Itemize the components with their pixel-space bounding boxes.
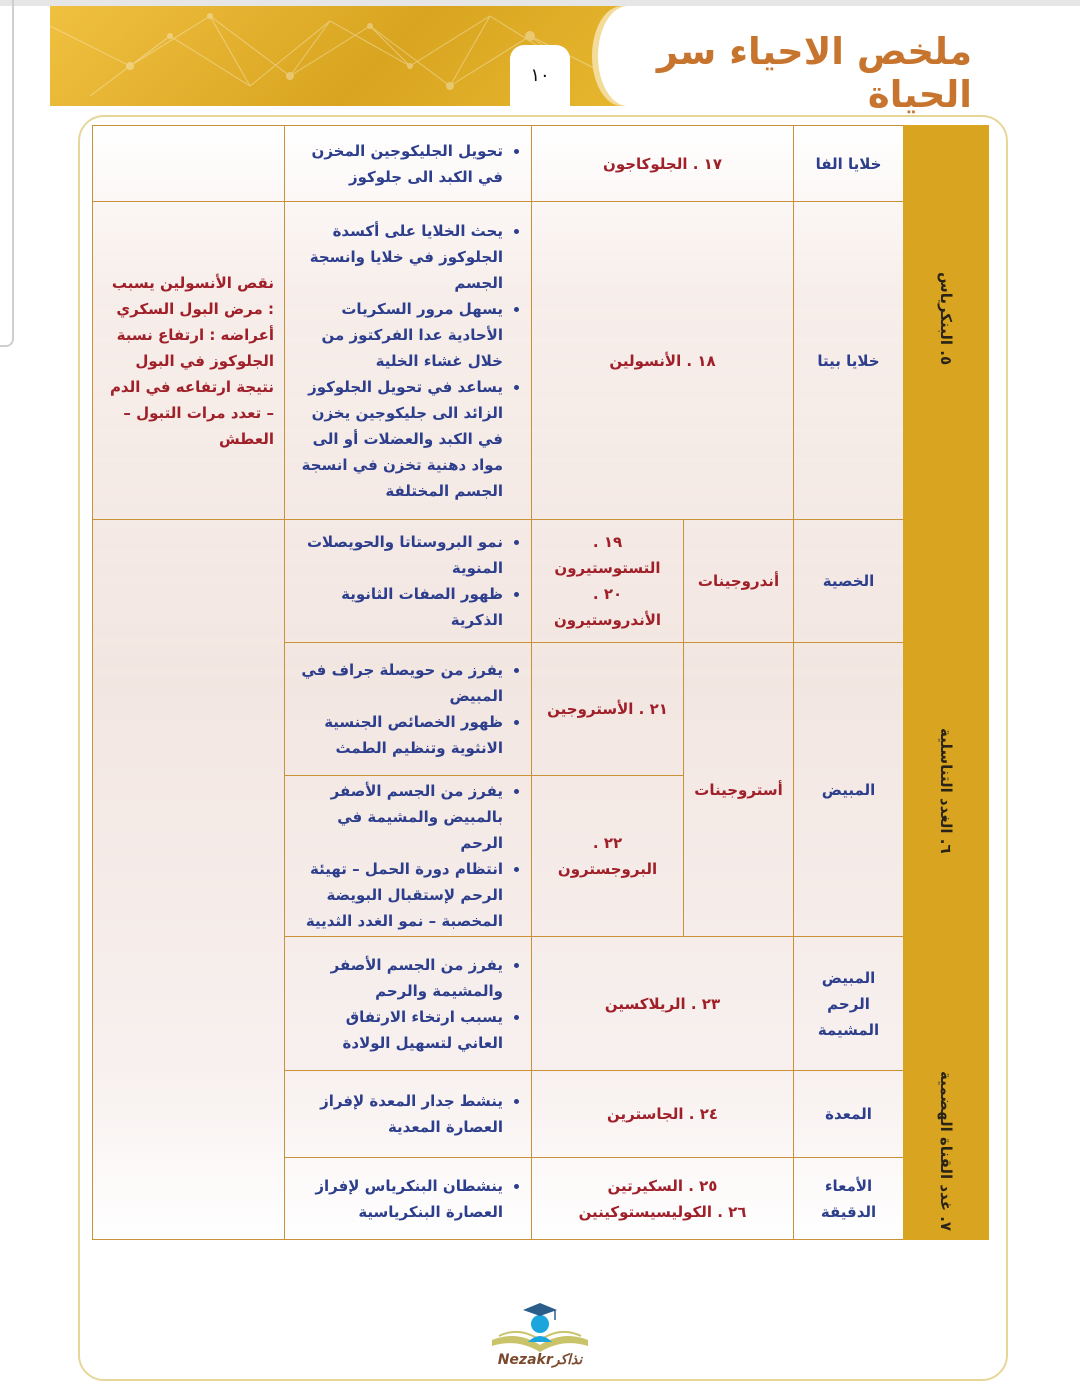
section-label: ٥. البنكرياس [904,126,989,520]
notes-cell-empty [93,520,285,1240]
table-row [93,202,989,520]
organ-cell: المبيض الرحم المشيمة [794,937,904,1071]
organ-cell: خلايا الفا [794,126,904,202]
hormone-cell: ٢٥ . السكيرتين ٢٦ . الكوليسيستوكينين [532,1158,794,1240]
organ-cell: المعدة [794,1071,904,1158]
notes-cell: نقص الأنسولين يسبب : مرض البول السكري أعراضه : ارتفاع نسبة الجلوكوز في البول نتيجة ارتفاعه في الدم – تعدد مرات التبول – العطش [93,202,285,520]
organ-cell: المبيض [794,643,904,937]
table-row [93,520,989,643]
footer-logo-text: Nezakrنذاكر [497,1352,583,1368]
function-cell: • يفرز من الجسم الأصفر بالمبيض والمشيمة في الرحم • انتظام دورة الحمل – تهيئة الرحم لإستقبال البويضة المخصبة – نمو الغدد الثديية [285,776,532,937]
function-cell: • تحويل الجليكوجين المخزن في الكبد الى جلوكوز [285,126,532,202]
hormone-cell: ١٨ . الأنسولين [532,202,794,520]
organ-cell: خلايا بيتا [794,202,904,520]
hormone-group-cell: أستروجينات [684,643,794,937]
hormone-cell: ١٩ . التستوستيرون ٢٠ . الأندروستيرون [532,520,684,643]
function-cell: • ينشطان البنكرياس لإفراز العصارة البنكرياسية [285,1158,532,1240]
table-row [93,126,989,202]
title-panel [598,6,1030,116]
section-label: ٧. غدد القناة الهضمية [904,1071,989,1240]
hormone-cell: ٢٣ . الريلاكسين [532,937,794,1071]
function-cell: • يحث الخلايا على أكسدة الجلوكوز في خلايا وانسجة الجسم • يسهل مرور السكريات الأحادية عدا الفركتوز من خلال غشاء الخلية • يساعد في تحويل الجلوكوز الزائد الى جليكوجين يخزن في الكبد والعضلات أو الى مواد دهنية تخزن في انسجة الجسم المختلفة [285,202,532,520]
hormone-cell: ٢٢ . البروجسترون [532,776,684,937]
function-cell: • نمو البروستاتا والحويصلات المنوية • ظهور الصفات الثانوية الذكرية [285,520,532,643]
page-number: ١٠ [530,65,550,86]
function-cell: • يفرز من الجسم الأصفر والمشيمة والرحم • يسبب ارتخاء الارتفاق العاني لتسهيل الولادة [285,937,532,1071]
hormone-cell: ١٧ . الجلوكاجون [532,126,794,202]
section-label: ٦. الغدد التناسلية [904,520,989,1071]
function-cell: • ينشط جدار المعدة لإفراز العصارة المعدية [285,1071,532,1158]
hormones-table [92,125,989,1240]
organ-cell: الأمعاء الدقيقة [794,1158,904,1240]
page-title: ملخص الاحياء سر الحياة [656,30,972,116]
hormone-cell: ٢٤ . الجاسترين [532,1071,794,1158]
hormone-group-cell: أندروجينات [684,520,794,643]
organ-cell: الخصية [794,520,904,643]
notes-cell [93,126,285,202]
function-cell: • يفرز من حويصلة جراف في المبيض • ظهور الخصائص الجنسية الانثوية وتنظيم الطمث [285,643,532,776]
window-edge [0,0,14,347]
hormone-cell: ٢١ . الأستروجين [532,643,684,776]
page-number-tab [510,45,570,106]
